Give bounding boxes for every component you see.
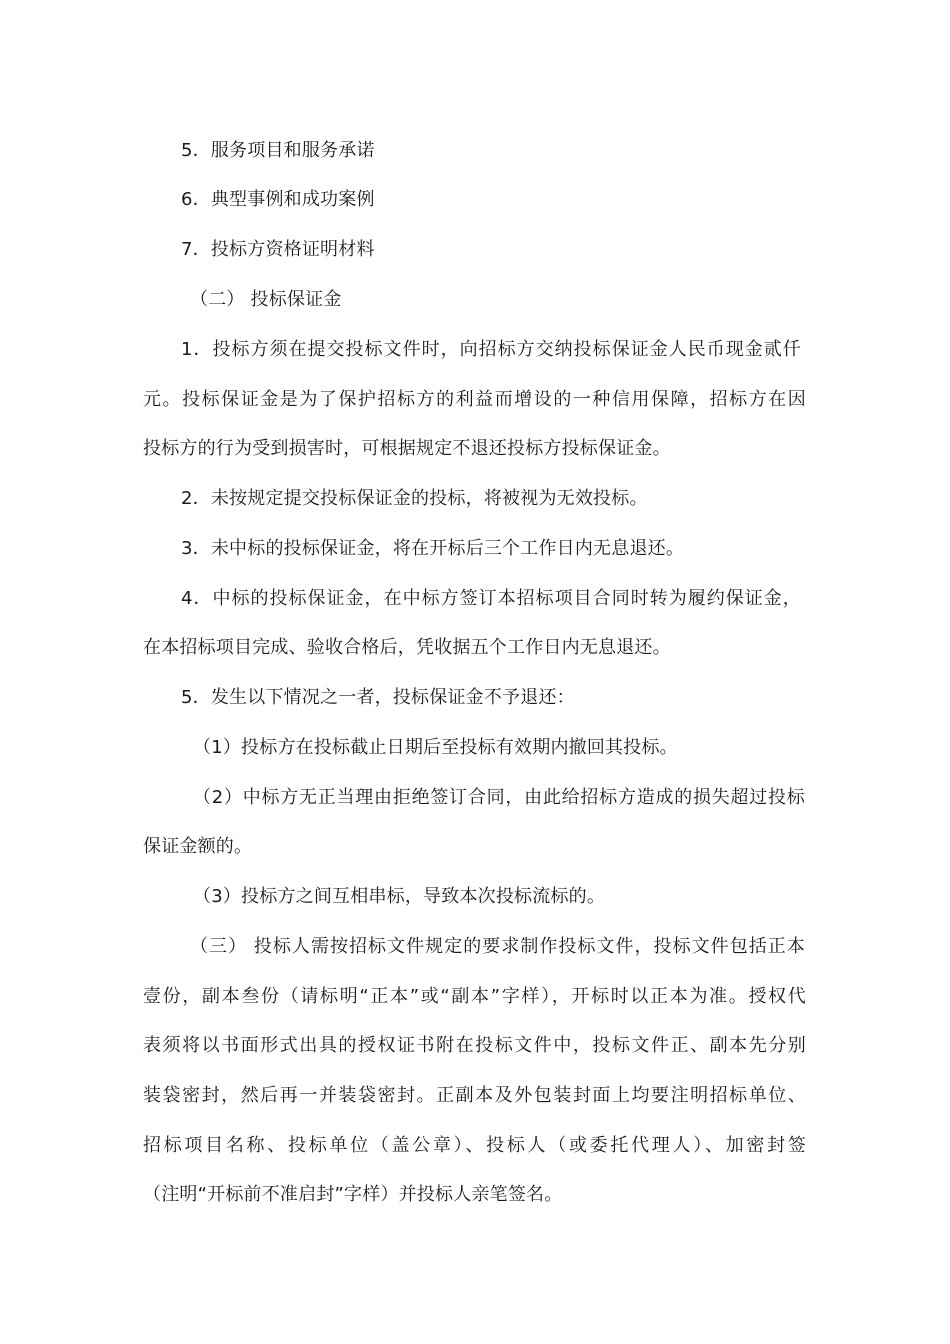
paragraph-line: 元。投标保证金是为了保护招标方的利益而增设的一种信用保障，招标方在因 [143, 389, 806, 410]
list-item-7-qualification: 7．投标方资格证明材料 [181, 239, 375, 260]
paragraph-line: 装袋密封，然后再一并装袋密封。正副本及外包装封面上均要注明招标单位、 [143, 1085, 806, 1106]
paragraph-line: 招标项目名称、投标单位（盖公章）、投标人（或委托代理人）、加密封签 [143, 1135, 806, 1156]
paragraph-line: 表须将以书面形式出具的授权证书附在投标文件中，投标文件正、副本先分别 [143, 1035, 806, 1056]
paragraph-line: 4．中标的投标保证金，在中标方签订本招标项目合同时转为履约保证金， [181, 588, 801, 609]
paragraph-line: 2．未按规定提交投标保证金的投标，将被视为无效投标。 [181, 488, 648, 509]
section-heading-bid-bond: （二） 投标保证金 [190, 289, 342, 310]
paragraph-line: 壹份，副本叁份（请标明“正本”或“副本”字样），开标时以正本为准。授权代 [143, 986, 806, 1007]
paragraph-line: 3．未中标的投标保证金，将在开标后三个工作日内无息退还。 [181, 538, 685, 559]
list-item-5-services: 5．服务项目和服务承诺 [181, 140, 375, 161]
sub-item-3: （3）投标方之间互相串标，导致本次投标流标的。 [193, 886, 606, 907]
paragraph-line: 5．发生以下情况之一者，投标保证金不予退还： [181, 687, 575, 708]
paragraph-line: 保证金额的。 [143, 836, 253, 857]
paragraph-line: 投标方的行为受到损害时，可根据规定不退还投标方投标保证金。 [143, 438, 671, 459]
sub-item-2: （2）中标方无正当理由拒绝签订合同，由此给招标方造成的损失超过投标 [193, 787, 805, 808]
paragraph-line: （注明“开标前不准启封”字样）并投标人亲笔签名。 [143, 1184, 563, 1205]
paragraph-line: 1．投标方须在提交投标文件时，向招标方交纳投标保证金人民币现金贰仟 [181, 339, 801, 360]
paragraph-line: 在本招标项目完成、验收合格后，凭收据五个工作日内无息退还。 [143, 637, 671, 658]
section-heading-bid-documents: （三） 投标人需按招标文件规定的要求制作投标文件，投标文件包括正本 [190, 936, 805, 957]
list-item-6-cases: 6．典型事例和成功案例 [181, 189, 375, 210]
sub-item-1: （1）投标方在投标截止日期后至投标有效期内撤回其投标。 [193, 737, 678, 758]
